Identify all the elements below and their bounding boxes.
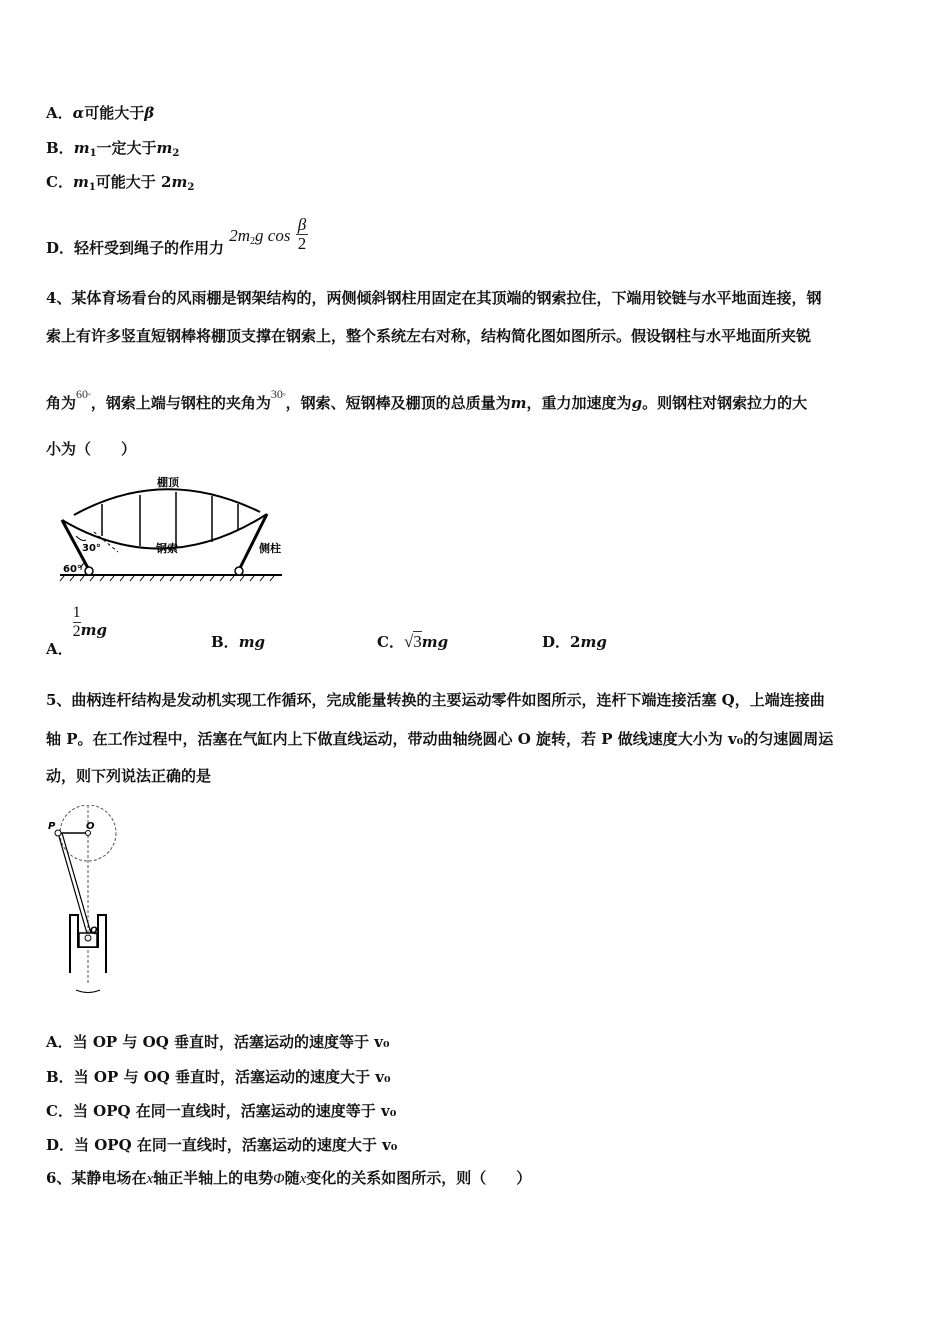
q4-line-2: 索上有许多竖直短钢棒将棚顶支撑在钢索上，整个系统左右对称，结构简化图如图所示。假设钢柱与水平地面所夹锐 — [46, 327, 812, 345]
point-p — [55, 830, 61, 836]
crank-arrow — [76, 990, 100, 993]
q3-option-d: D．轻杆受到绳子的作用力 $2m_2g$ cos $\frac{\beta}{2}$ — [46, 215, 307, 257]
angle-arc-30 — [76, 536, 86, 541]
q4-line-3: 角为$^{60^\circ}$，钢索上端与钢柱的夹角为$^{30^\circ}$，钢索、短钢棒及棚顶的总质量为m，重力加速度为g。则钢柱对钢索拉力的大 — [46, 387, 808, 412]
left-hinge — [85, 567, 93, 575]
q5-line-3: 动，则下列说法正确的是 — [46, 767, 212, 785]
q6-stem: 6、某静电场在x轴正半轴上的电势Φ随x变化的关系如图所示，则（ ） — [46, 1169, 532, 1187]
short-steel-rods — [102, 492, 238, 548]
q3-option-b: B．$m_1$一定大于$m_2$ — [46, 139, 180, 159]
q4-option-d: D．2mg — [542, 633, 607, 651]
q5-option-a: A．当 OP 与 OQ 垂直时，活塞运动的速度等于 v₀ — [46, 1033, 390, 1051]
connecting-rod — [58, 833, 88, 937]
q5-option-b: B．当 OP 与 OQ 垂直时，活塞运动的速度大于 v₀ — [46, 1068, 391, 1086]
angle-60-label: 60° — [63, 564, 82, 575]
crank-connecting-rod-figure — [46, 805, 126, 1000]
q5-line-1: 5、曲柄连杆结构是发动机实现工作循环，完成能量转换的主要运动零件如图所示，连杆下端连接活塞 Q，上端连接曲 — [46, 691, 825, 709]
q5-option-c: C．当 OPQ 在同一直线时，活塞运动的速度等于 v₀ — [46, 1102, 397, 1120]
q4-option-a: A． $\frac{1}{2}$ mg — [46, 604, 108, 658]
right-hinge — [235, 567, 243, 575]
canopy-structure-figure — [54, 470, 304, 585]
q5-option-d: D．当 OPQ 在同一直线时，活塞运动的速度大于 v₀ — [46, 1136, 398, 1154]
ground-hatching — [60, 576, 274, 581]
column-label: 侧柱 — [259, 542, 281, 555]
cable-label: 钢索 — [156, 542, 178, 555]
one-half-fraction: $\frac{1}{2}$ — [72, 604, 81, 640]
label-p: P — [48, 821, 56, 832]
q3-option-a: A．α可能大于β — [46, 104, 155, 122]
q4-line-1: 4、某体育场看台的风雨棚是钢架结构的，两侧倾斜钢柱用固定在其顶端的钢索拉住，下端用铰链与水平地面连接，钢 — [46, 289, 822, 307]
beta-over-2-fraction: $\frac{\beta}{2}$ — [297, 215, 307, 253]
q4-line-4: 小为（ ） — [46, 440, 137, 458]
q4-option-b: B．mg — [211, 633, 266, 651]
q3-option-c: C．$m_1$可能大于 $2m_2$ — [46, 173, 195, 193]
label-o: O — [86, 821, 95, 832]
q4-option-c: C．√3mg — [377, 632, 449, 651]
angle-30-label: 30° — [82, 543, 101, 554]
roof-label: 棚顶 — [157, 476, 179, 489]
label-q: Q — [90, 926, 98, 936]
q5-line-2: 轴 P。在工作过程中，活塞在气缸内上下做直线运动，带动曲轴绕圆心 O 旋转，若 P 做线速度大小为 v₀的匀速圆周运 — [46, 730, 834, 748]
